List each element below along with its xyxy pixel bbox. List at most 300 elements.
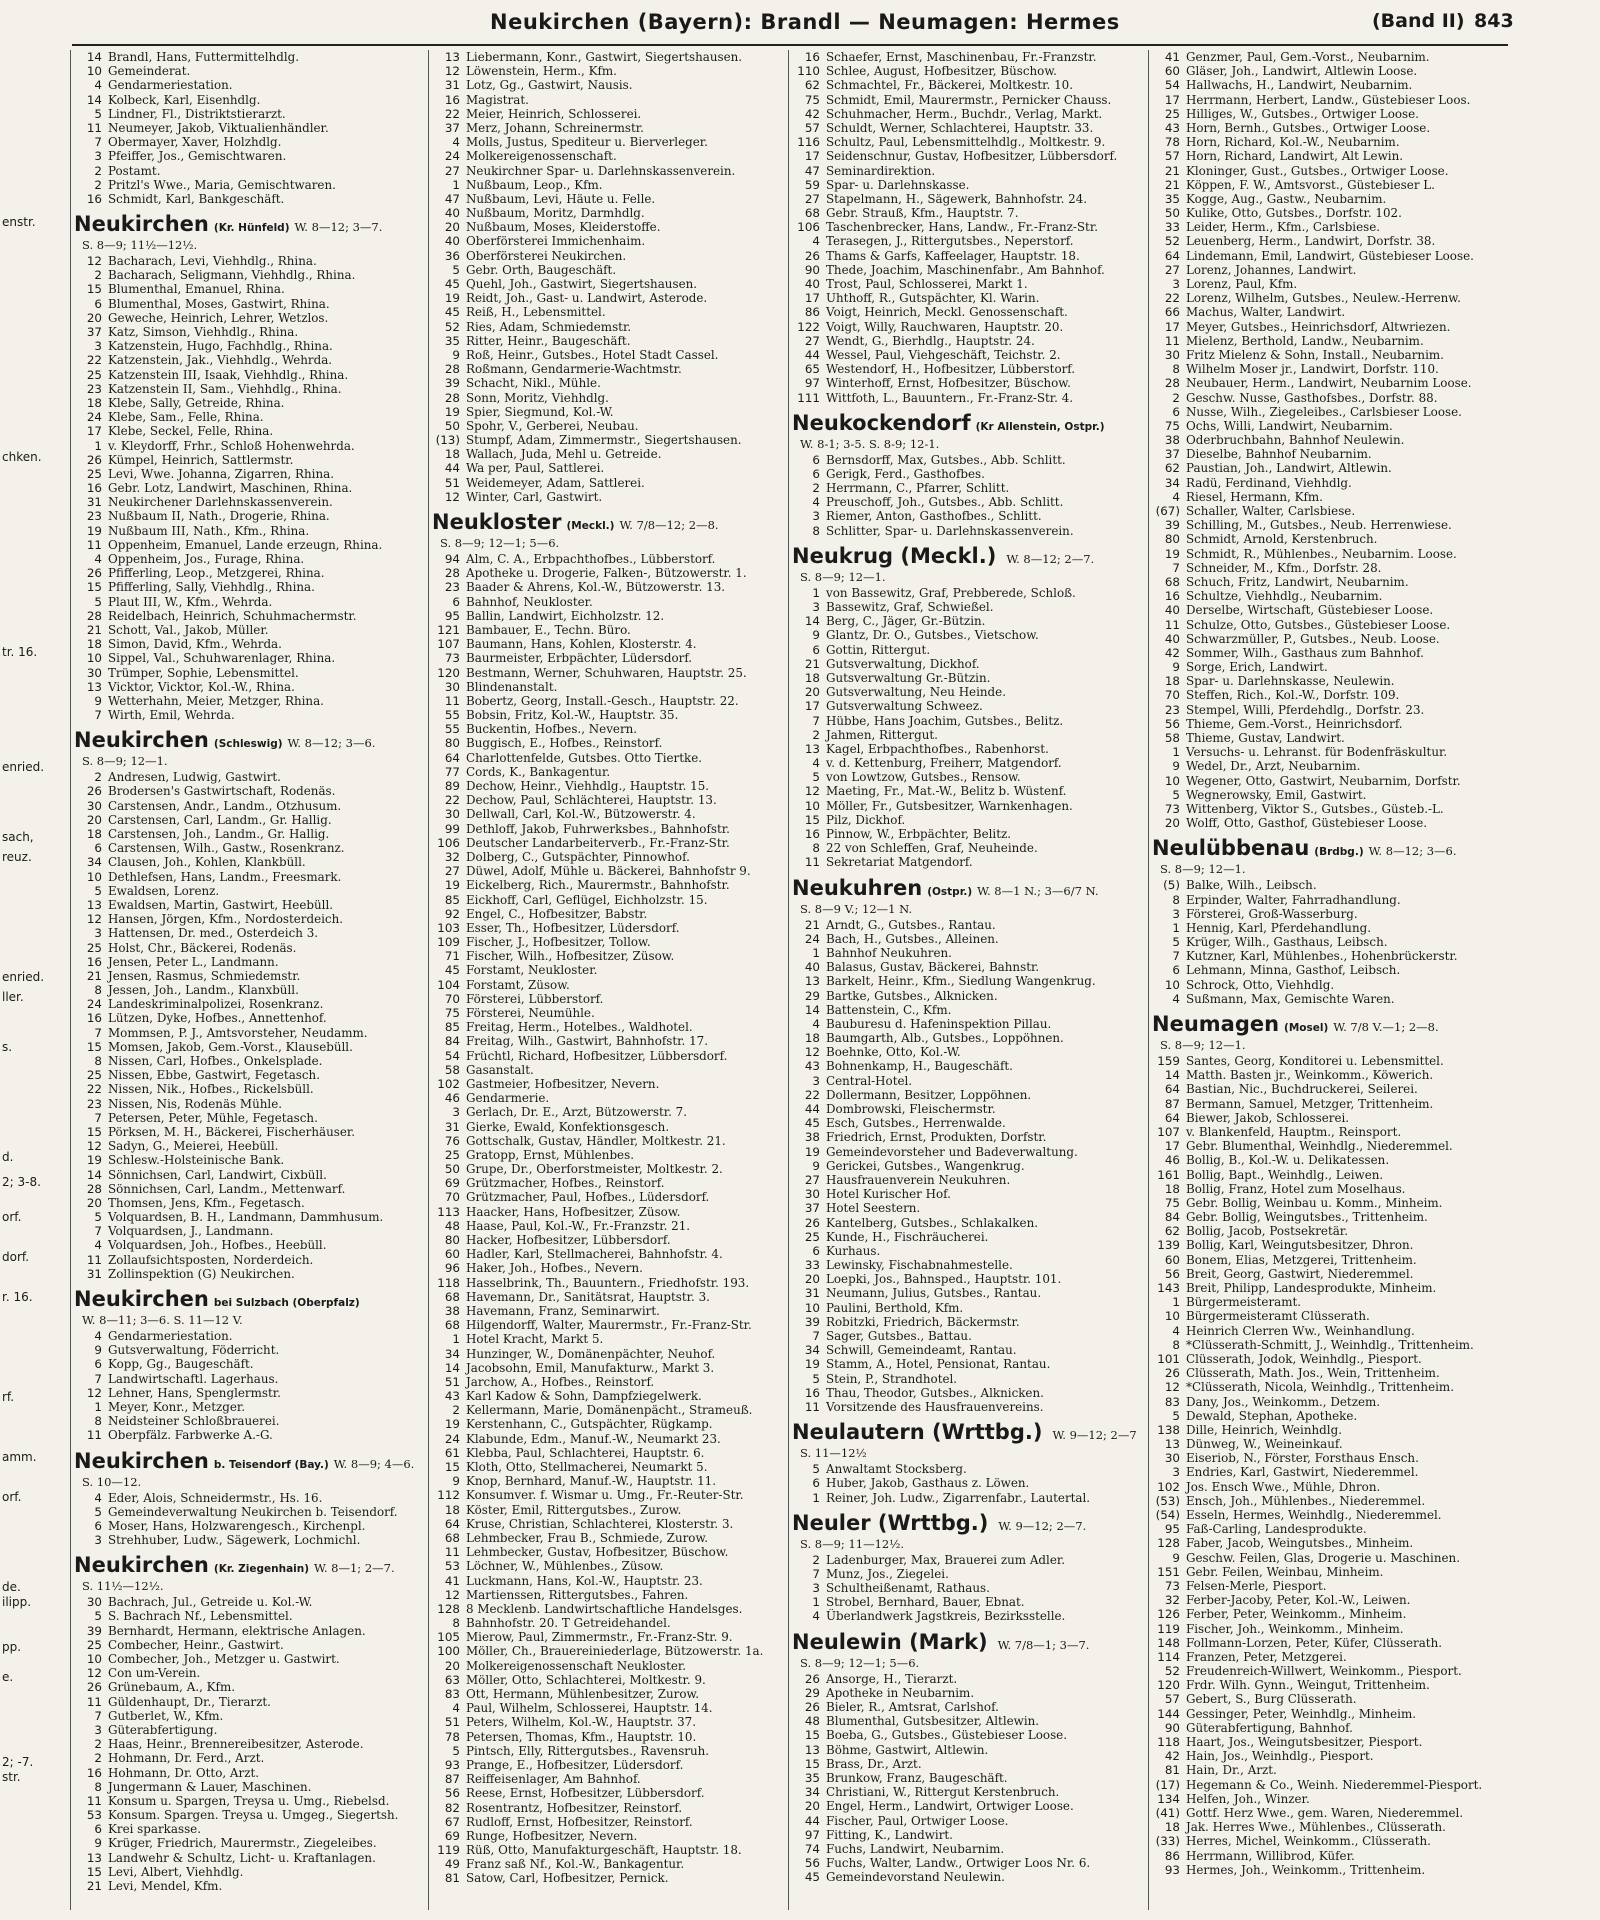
subscriber-entry xyxy=(1152,603,1512,617)
phone-number: 68 xyxy=(804,206,820,221)
subscriber-entry xyxy=(432,149,784,163)
subscriber-entry xyxy=(74,1196,424,1210)
subscriber-entry xyxy=(74,983,424,997)
subscriber-name: Winter, Carl, Gastwirt. xyxy=(466,489,603,504)
subscriber-entry xyxy=(1152,1465,1512,1479)
phone-number: 10 xyxy=(86,1652,102,1666)
subscriber-name: Arndt, G., Gutsbes., Rantau. xyxy=(826,917,996,932)
subscriber-entry xyxy=(74,1533,424,1547)
subscriber-entry xyxy=(432,1261,784,1275)
subscriber-name: Nusse, Wilh., Ziegeleibes., Carlsbieser Loose. xyxy=(1186,404,1462,419)
subscriber-entry xyxy=(792,1343,1144,1357)
phone-number: 33 xyxy=(804,1258,820,1273)
subscriber-name: Sippel, Val., Schuhwarenlager, Rhina. xyxy=(108,651,336,666)
subscriber-name: Ewaldsen, Martin, Gastwirt, Heebüll. xyxy=(108,897,334,912)
subscriber-name: Bollig, Franz, Hotel zum Moselhaus. xyxy=(1186,1181,1406,1196)
phone-number: 120 xyxy=(1157,1678,1180,1693)
subscriber-name: Bauburesu d. Hafeninspektion Pillau. xyxy=(826,1016,1052,1031)
subscriber-name: Radü, Ferdinand, Viehhdlg. xyxy=(1186,475,1352,490)
subscriber-name: Mommsen, P. J., Amtsvorsteher, Neudamm. xyxy=(108,1025,368,1040)
phone-number: 82 xyxy=(444,1800,460,1815)
phone-number: 75 xyxy=(1164,418,1180,433)
subscriber-entry xyxy=(792,1700,1144,1714)
place-district: b. Teisendorf (Bay.) xyxy=(213,1458,329,1471)
subscriber-entry xyxy=(792,1743,1144,1757)
subscriber-name: Kümpel, Heinrich, Sattlermstr. xyxy=(108,452,294,467)
subscriber-name: Central-Hotel. xyxy=(826,1073,913,1088)
subscriber-entry xyxy=(792,121,1144,135)
subscriber-name: Bach, H., Gutsbes., Alleinen. xyxy=(826,931,999,946)
phone-number: 30 xyxy=(86,665,102,680)
subscriber-entry xyxy=(74,1624,424,1638)
subscriber-entry xyxy=(792,192,1144,206)
subscriber-name: Bartke, Gutsbes., Alknicken. xyxy=(826,988,998,1003)
subscriber-entry xyxy=(74,1428,424,1442)
subscriber-name: Hermes, Joh., Weinkomm., Trittenheim. xyxy=(1186,1862,1426,1877)
subscriber-entry xyxy=(432,566,784,580)
subscriber-entry xyxy=(1152,1238,1512,1252)
phone-number: 21 xyxy=(1164,163,1180,178)
subscriber-entry xyxy=(1152,1168,1512,1182)
subscriber-entry xyxy=(74,1609,424,1623)
phone-number: 33 xyxy=(1164,220,1180,235)
subscriber-name: Bieler, R., Amtsrat, Carlshof. xyxy=(826,1700,999,1714)
subscriber-name: Havemann, Franz, Seminarwirt. xyxy=(466,1303,660,1318)
subscriber-name: Schuldt, Werner, Schlachterei, Hauptstr. 33. xyxy=(826,120,1094,135)
subscriber-name: Gutsverwaltung Gr.-Bützin. xyxy=(826,670,991,685)
subscriber-entry xyxy=(432,1276,784,1290)
phone-number: 5 xyxy=(94,1504,102,1519)
phone-number: 13 xyxy=(86,1850,102,1865)
subscriber-name: Kerstenhann, C., Gutspächter, Rügkamp. xyxy=(466,1417,713,1432)
phone-number: 13 xyxy=(86,897,102,912)
subscriber-entry xyxy=(432,978,784,992)
subscriber-entry xyxy=(74,1519,424,1533)
phone-number: 87 xyxy=(1164,1096,1180,1111)
subscriber-name: Balasus, Gustav, Bäckerei, Bahnstr. xyxy=(826,960,1040,975)
subscriber-name: Schuch, Fritz, Landwirt, Neubarnim. xyxy=(1186,574,1409,589)
subscriber-name: Baader & Ahrens, Kol.-W., Bützowerstr. 13. xyxy=(466,580,726,595)
phone-number: 18 xyxy=(86,637,102,652)
subscriber-name: Jungermann & Lauer, Maschinen. xyxy=(108,1779,312,1794)
phone-number: 45 xyxy=(444,963,460,978)
subscriber-entry xyxy=(432,921,784,935)
subscriber-name: Engel, Herm., Landwirt, Ortwiger Loose. xyxy=(826,1799,1074,1814)
phone-number: 28 xyxy=(444,566,460,581)
phone-number: 16 xyxy=(86,954,102,969)
subscriber-name: Blindenanstalt. xyxy=(466,679,558,694)
subscriber-name: Nußbaum, Moritz, Darmhdlg. xyxy=(466,206,645,221)
phone-number: 3 xyxy=(452,1105,460,1120)
phone-number: 6 xyxy=(812,1476,820,1491)
phone-number: 1 xyxy=(452,177,460,192)
phone-number: 21 xyxy=(86,968,102,983)
phone-number: 59 xyxy=(804,177,820,192)
phone-number: 22 xyxy=(86,1082,102,1097)
phone-number: 38 xyxy=(804,1130,820,1145)
subscriber-entry xyxy=(432,1758,784,1772)
subscriber-name: Försterei, Groß-Wasserburg. xyxy=(1186,906,1358,921)
office-hours: W. 8—12; 3—6. xyxy=(287,736,376,751)
subscriber-entry xyxy=(432,1006,784,1020)
subscriber-entry xyxy=(792,1553,1144,1567)
phone-number: 8 xyxy=(94,983,102,998)
phone-number: 151 xyxy=(1157,1564,1180,1579)
phone-number: 18 xyxy=(86,827,102,841)
subscriber-name: Petersen, Peter, Mühle, Fegetasch. xyxy=(108,1110,318,1125)
subscriber-entry xyxy=(792,1230,1144,1244)
phone-number: 75 xyxy=(444,1006,460,1020)
subscriber-entry xyxy=(74,538,424,552)
subscriber-name: Bürgermeisteramt. xyxy=(1186,1295,1302,1310)
subscriber-entry xyxy=(1152,164,1512,178)
phone-number: (17) xyxy=(1155,1777,1180,1792)
phone-number: 9 xyxy=(1172,759,1180,774)
subscriber-entry xyxy=(432,405,784,419)
subscriber-name: Kloninger, Gust., Gutsbes., Ortwiger Loose. xyxy=(1186,163,1449,178)
subscriber-entry xyxy=(792,1672,1144,1686)
subscriber-name: Meyer, Gutsbes., Heinrichsdorf, Altwriezen. xyxy=(1186,319,1451,334)
subscriber-name: Jos. Ensch Wwe., Mühle, Dhron. xyxy=(1186,1479,1381,1494)
phone-number: 7 xyxy=(812,713,820,728)
subscriber-entry xyxy=(74,997,424,1011)
subscriber-name: Pfifferling, Sally, Viehhdlg., Rhina. xyxy=(108,580,315,595)
place-district: (Kr Allenstein, Ostpr.) xyxy=(975,420,1105,433)
subscriber-name: Kagel, Erbpachthofbes., Rabenhorst. xyxy=(826,741,1049,756)
phone-number: 26 xyxy=(86,566,102,581)
margin-fragment: dorf. xyxy=(2,1250,30,1264)
subscriber-entry xyxy=(74,439,424,453)
office-hours-sunday: S. 11½—12½. xyxy=(82,1579,164,1594)
phone-number: 23 xyxy=(86,381,102,396)
subscriber-name: Boeba, G., Gutsbes., Güstebieser Loose. xyxy=(826,1728,1067,1743)
subscriber-entry xyxy=(792,1491,1144,1505)
subscriber-entry xyxy=(792,220,1144,234)
subscriber-entry xyxy=(1152,391,1512,405)
phone-number: 148 xyxy=(1157,1635,1180,1650)
subscriber-entry xyxy=(1152,1636,1512,1650)
phone-number: 23 xyxy=(1164,702,1180,717)
subscriber-name: Baumgarth, Alb., Gutsbes., Loppöhnen. xyxy=(826,1031,1064,1046)
phone-number: 16 xyxy=(804,50,820,64)
subscriber-entry xyxy=(74,884,424,898)
subscriber-entry xyxy=(792,714,1144,728)
subscriber-name: Fuchs, Landwirt, Neubarnim. xyxy=(826,1841,1005,1856)
subscriber-entry xyxy=(432,391,784,405)
subscriber-entry xyxy=(74,1011,424,1025)
subscriber-name: Meyer, Konr., Metzger. xyxy=(108,1399,246,1414)
subscriber-entry xyxy=(792,770,1144,784)
phone-number: 100 xyxy=(437,1644,460,1659)
phone-number: 113 xyxy=(437,1204,460,1219)
phone-number: 11 xyxy=(444,1545,460,1560)
phone-number: 23 xyxy=(86,1096,102,1111)
subscriber-name: Bobsin, Fritz, Kol.-W., Hauptstr. 35. xyxy=(466,708,679,723)
subscriber-entry xyxy=(1152,1707,1512,1721)
subscriber-entry xyxy=(792,1187,1144,1201)
phone-number: 39 xyxy=(804,1314,820,1329)
phone-number: 45 xyxy=(804,1870,820,1885)
phone-number: 71 xyxy=(444,949,460,964)
phone-number: 26 xyxy=(804,1700,820,1714)
phone-number: 24 xyxy=(444,1431,460,1446)
subscriber-entry xyxy=(1152,1536,1512,1550)
subscriber-name: Ferber-Jacoby, Peter, Kol.-W., Leiwen. xyxy=(1186,1593,1411,1608)
phone-number: 14 xyxy=(86,92,102,107)
subscriber-name: Güldenhaupt, Dr., Tierarzt. xyxy=(108,1694,271,1709)
phone-number: 37 xyxy=(86,325,102,339)
subscriber-entry xyxy=(432,1120,784,1134)
subscriber-name: Westendorf, H., Hofbesitzer, Lübberstorf. xyxy=(826,362,1076,377)
subscriber-entry xyxy=(1152,688,1512,702)
place-heading xyxy=(74,1287,424,1327)
subscriber-name: Klebe, Seckel, Felle, Rhina. xyxy=(108,424,274,439)
subscriber-entry xyxy=(792,699,1144,713)
phone-number: 26 xyxy=(86,1680,102,1695)
phone-number: 111 xyxy=(797,390,820,405)
subscriber-entry xyxy=(432,164,784,178)
phone-number: 3 xyxy=(812,509,820,524)
subscriber-name: Nissen, Nis, Rodenäs Mühle. xyxy=(108,1096,283,1111)
subscriber-name: Bobertz, Georg, Install.-Gesch., Hauptstr. 22. xyxy=(466,693,739,708)
page-number: 843 xyxy=(1474,10,1514,32)
phone-number: 28 xyxy=(86,608,102,623)
phone-number: 40 xyxy=(444,206,460,221)
phone-number: 15 xyxy=(804,812,820,827)
subscriber-entry xyxy=(432,234,784,248)
phone-number: 8 xyxy=(1172,362,1180,377)
phone-number: 15 xyxy=(86,282,102,297)
subscriber-name: Katz, Simson, Viehhdlg., Rhina. xyxy=(108,325,299,339)
subscriber-name: Fischer, J., Hofbesitzer, Tollow. xyxy=(466,935,651,950)
subscriber-name: Lützen, Dyke, Hofbes., Annettenhof. xyxy=(108,1011,327,1026)
subscriber-name: Jessen, Joh., Landm., Klanxbüll. xyxy=(108,983,299,998)
subscriber-name: Haase, Paul, Kol.-W., Fr.-Franzstr. 21. xyxy=(466,1218,691,1233)
subscriber-name: Prange, E., Hofbesitzer, Lüdersdorf. xyxy=(466,1757,684,1772)
subscriber-entry xyxy=(1152,1224,1512,1238)
subscriber-name: Güterabfertigung, Bahnhof. xyxy=(1186,1720,1353,1735)
subscriber-entry xyxy=(1152,1692,1512,1706)
subscriber-entry xyxy=(1152,646,1512,660)
phone-number: 54 xyxy=(444,1048,460,1063)
subscriber-name: Clüsserath, Jodok, Weinhdlg., Piesport. xyxy=(1186,1351,1422,1366)
phone-number: 25 xyxy=(86,466,102,481)
subscriber-entry xyxy=(792,1476,1144,1490)
subscriber-name: Uhthoff, R., Gutspächter, Kl. Warin. xyxy=(826,291,1040,306)
phone-number: 86 xyxy=(1164,1848,1180,1863)
phone-number: 65 xyxy=(804,362,820,377)
subscriber-name: Lehmbecker, Frau B., Schmiede, Zurow. xyxy=(466,1530,708,1545)
subscriber-entry xyxy=(432,1559,784,1573)
subscriber-entry xyxy=(1152,1437,1512,1451)
column-rule xyxy=(70,50,71,1910)
subscriber-name: Grützmacher, Paul, Hofbes., Lüdersdorf. xyxy=(466,1190,710,1205)
phone-number: 5 xyxy=(94,883,102,898)
margin-fragment: amm. xyxy=(2,1450,37,1464)
phone-number: 5 xyxy=(812,770,820,785)
subscriber-name: Klebe, Sam., Felle, Rhina. xyxy=(108,410,264,425)
phone-number: 139 xyxy=(1157,1238,1180,1253)
subscriber-entry xyxy=(74,424,424,438)
subscriber-name: v. d. Kettenburg, Freiherr, Matgendorf. xyxy=(826,756,1062,771)
subscriber-entry xyxy=(1152,121,1512,135)
subscriber-entry xyxy=(74,552,424,566)
phone-number: 4 xyxy=(1172,991,1180,1006)
phone-number: 26 xyxy=(86,452,102,467)
subscriber-entry xyxy=(1152,50,1512,64)
subscriber-name: Bollig, Karl, Weingutsbesitzer, Dhron. xyxy=(1186,1238,1414,1253)
phone-number: 97 xyxy=(804,376,820,391)
subscriber-name: Nissen, Ebbe, Gastwirt, Fegetasch. xyxy=(108,1068,320,1083)
subscriber-name: Friedrich, Ernst, Produkten, Dorfstr. xyxy=(826,1130,1047,1145)
place-heading xyxy=(792,544,1144,584)
subscriber-name: Dille, Heinrich, Weinhdlg. xyxy=(1186,1422,1342,1437)
subscriber-entry xyxy=(1152,518,1512,532)
subscriber-name: Stempel, Willi, Pferdehdlg., Dorfstr. 23. xyxy=(1186,702,1425,717)
phone-number: 3 xyxy=(94,149,102,164)
phone-number: 97 xyxy=(804,1827,820,1842)
phone-number: 6 xyxy=(452,594,460,609)
subscriber-entry xyxy=(432,447,784,461)
phone-number: 34 xyxy=(86,855,102,870)
phone-number: 21 xyxy=(1164,177,1180,192)
office-hours: W. 8—1; 2—7. xyxy=(314,1561,395,1576)
phone-number: 1 xyxy=(94,438,102,453)
subscriber-entry xyxy=(432,1134,784,1148)
subscriber-entry xyxy=(1152,1111,1512,1125)
subscriber-entry xyxy=(432,1815,784,1829)
subscriber-name: Schott, Val., Jakob, Müller. xyxy=(108,622,269,637)
subscriber-name: Hain, Jos., Weinhdlg., Piesport. xyxy=(1186,1749,1374,1764)
subscriber-entry xyxy=(432,50,784,64)
subscriber-entry xyxy=(792,78,1144,92)
phone-number: 56 xyxy=(804,1856,820,1871)
subscriber-entry xyxy=(432,850,784,864)
office-hours: W. 9—12; 2—7 xyxy=(1052,1428,1137,1443)
subscriber-name: Haas, Heinr., Brennereibesitzer, Asterode. xyxy=(108,1737,364,1752)
phone-number: 25 xyxy=(86,940,102,955)
subscriber-name: Sekretariat Matgendorf. xyxy=(826,855,973,870)
phone-number: 9 xyxy=(1172,1550,1180,1565)
phone-number: 19 xyxy=(1164,546,1180,561)
phone-number: 43 xyxy=(444,1389,460,1404)
subscriber-name: Thieme, Gem.-Vorst., Heinrichsdorf. xyxy=(1186,716,1403,731)
subscriber-entry xyxy=(1152,461,1512,475)
subscriber-name: Reiffeisenlager, Am Bahnhof. xyxy=(466,1772,641,1787)
subscriber-entry xyxy=(1152,149,1512,163)
place-district: (Meckl.) xyxy=(566,520,615,532)
phone-number: 30 xyxy=(804,1187,820,1202)
subscriber-name: Bahnhofstr. 20. T Getreidehandel. xyxy=(466,1616,671,1631)
phone-number: 15 xyxy=(86,580,102,595)
subscriber-name: Sönnichsen, Carl, Landwirt, Cixbüll. xyxy=(108,1167,327,1182)
subscriber-name: Krüger, Wilh., Gasthaus, Leibsch. xyxy=(1186,935,1388,950)
phone-number: 10 xyxy=(86,64,102,79)
phone-number: 26 xyxy=(86,784,102,799)
subscriber-name: Molls, Justus, Spediteur u. Bierverleger. xyxy=(466,135,708,150)
subscriber-entry xyxy=(792,178,1144,192)
subscriber-entry xyxy=(74,93,424,107)
phone-number: 23 xyxy=(444,580,460,595)
subscriber-entry xyxy=(432,1148,784,1162)
subscriber-name: Ansorge, H., Tierarzt. xyxy=(826,1671,958,1686)
place-heading xyxy=(74,1449,424,1489)
subscriber-name: Gerigk, Ferd., Gasthofbes. xyxy=(826,466,985,481)
subscriber-entry xyxy=(74,623,424,637)
subscriber-name: Konsum u. Spargen, Treysa u. Umg., Riebelsd. xyxy=(108,1793,390,1808)
phone-number: 13 xyxy=(804,974,820,989)
subscriber-name: Jarchow, A., Hofbes., Reinstorf. xyxy=(466,1374,655,1389)
subscriber-entry xyxy=(1152,362,1512,376)
subscriber-name: Hotel Kracht, Markt 5. xyxy=(466,1332,604,1347)
subscriber-name: Sager, Gutsbes., Battau. xyxy=(826,1329,972,1343)
subscriber-entry xyxy=(74,827,424,841)
phone-number: 16 xyxy=(86,481,102,496)
subscriber-entry xyxy=(432,1176,784,1190)
subscriber-entry xyxy=(792,291,1144,305)
phone-number: 1 xyxy=(812,585,820,600)
subscriber-entry xyxy=(74,1139,424,1153)
subscriber-name: Wegener, Otto, Gastwirt, Neubarnim, Dorfstr. xyxy=(1186,773,1461,788)
subscriber-name: Bambauer, E., Techn. Büro. xyxy=(466,622,631,637)
subscriber-name: Brandl, Hans, Futtermittelhdlg. xyxy=(108,50,300,64)
subscriber-name: Kloth, Otto, Stellmacherei, Neumarkt 5. xyxy=(466,1460,708,1474)
phone-number: 26 xyxy=(1164,1366,1180,1381)
subscriber-name: Hegemann & Co., Weinh. Niederemmel-Piesport. xyxy=(1186,1777,1483,1792)
subscriber-entry xyxy=(74,353,424,367)
subscriber-name: Jensen, Peter L., Landmann. xyxy=(108,954,279,969)
phone-number: 10 xyxy=(1164,1309,1180,1324)
subscriber-entry xyxy=(432,1801,784,1815)
subscriber-entry xyxy=(74,1372,424,1386)
subscriber-entry xyxy=(74,1723,424,1737)
subscriber-name: Knop, Bernhard, Manuf.-W., Hauptstr. 11. xyxy=(466,1474,717,1489)
phone-number: 43 xyxy=(1164,120,1180,135)
phone-number: 2 xyxy=(812,1552,820,1567)
subscriber-name: Taschenbrecker, Hans, Landw., Fr.-Franz-Str. xyxy=(826,220,1098,235)
subscriber-name: Schulze, Otto, Gutsbes., Güstebieser Loose. xyxy=(1186,617,1451,632)
subscriber-name: Oderbruchbahn, Bahnhof Neulewin. xyxy=(1186,433,1405,448)
subscriber-name: Schacht, Nikl., Mühle. xyxy=(466,376,601,391)
subscriber-name: Quehl, Joh., Gastwirt, Siegertshausen. xyxy=(466,277,698,291)
subscriber-entry xyxy=(792,1088,1144,1102)
subscriber-name: Neumann, Julius, Gutsbes., Rantau. xyxy=(826,1286,1042,1301)
subscriber-entry xyxy=(74,1111,424,1125)
phone-number: 70 xyxy=(1164,688,1180,703)
phone-number: 85 xyxy=(444,892,460,907)
subscriber-name: Schilling, M., Gutsbes., Neub. Herrenwiese. xyxy=(1186,518,1452,533)
phone-number: 14 xyxy=(804,614,820,629)
subscriber-name: Horn, Bernh., Gutsbes., Ortwiger Loose. xyxy=(1186,120,1431,135)
subscriber-entry xyxy=(432,807,784,821)
phone-number: 83 xyxy=(1164,1394,1180,1409)
subscriber-entry xyxy=(1152,135,1512,149)
phone-number: 4 xyxy=(94,1329,102,1343)
phone-number: 5 xyxy=(1172,1408,1180,1423)
subscriber-entry xyxy=(74,1851,424,1865)
phone-number: 18 xyxy=(444,1502,460,1517)
subscriber-name: Luckmann, Hans, Kol.-W., Hauptstr. 23. xyxy=(466,1573,703,1588)
phone-number: 3 xyxy=(94,926,102,941)
subscriber-entry xyxy=(792,728,1144,742)
phone-number: 31 xyxy=(444,1119,460,1134)
phone-number: 12 xyxy=(444,489,460,504)
phone-number: 2 xyxy=(94,268,102,283)
subscriber-entry xyxy=(1152,1324,1512,1338)
subscriber-entry xyxy=(432,490,784,504)
office-hours: W. 8—12; 3—7. xyxy=(294,220,383,235)
subscriber-entry xyxy=(74,192,424,206)
